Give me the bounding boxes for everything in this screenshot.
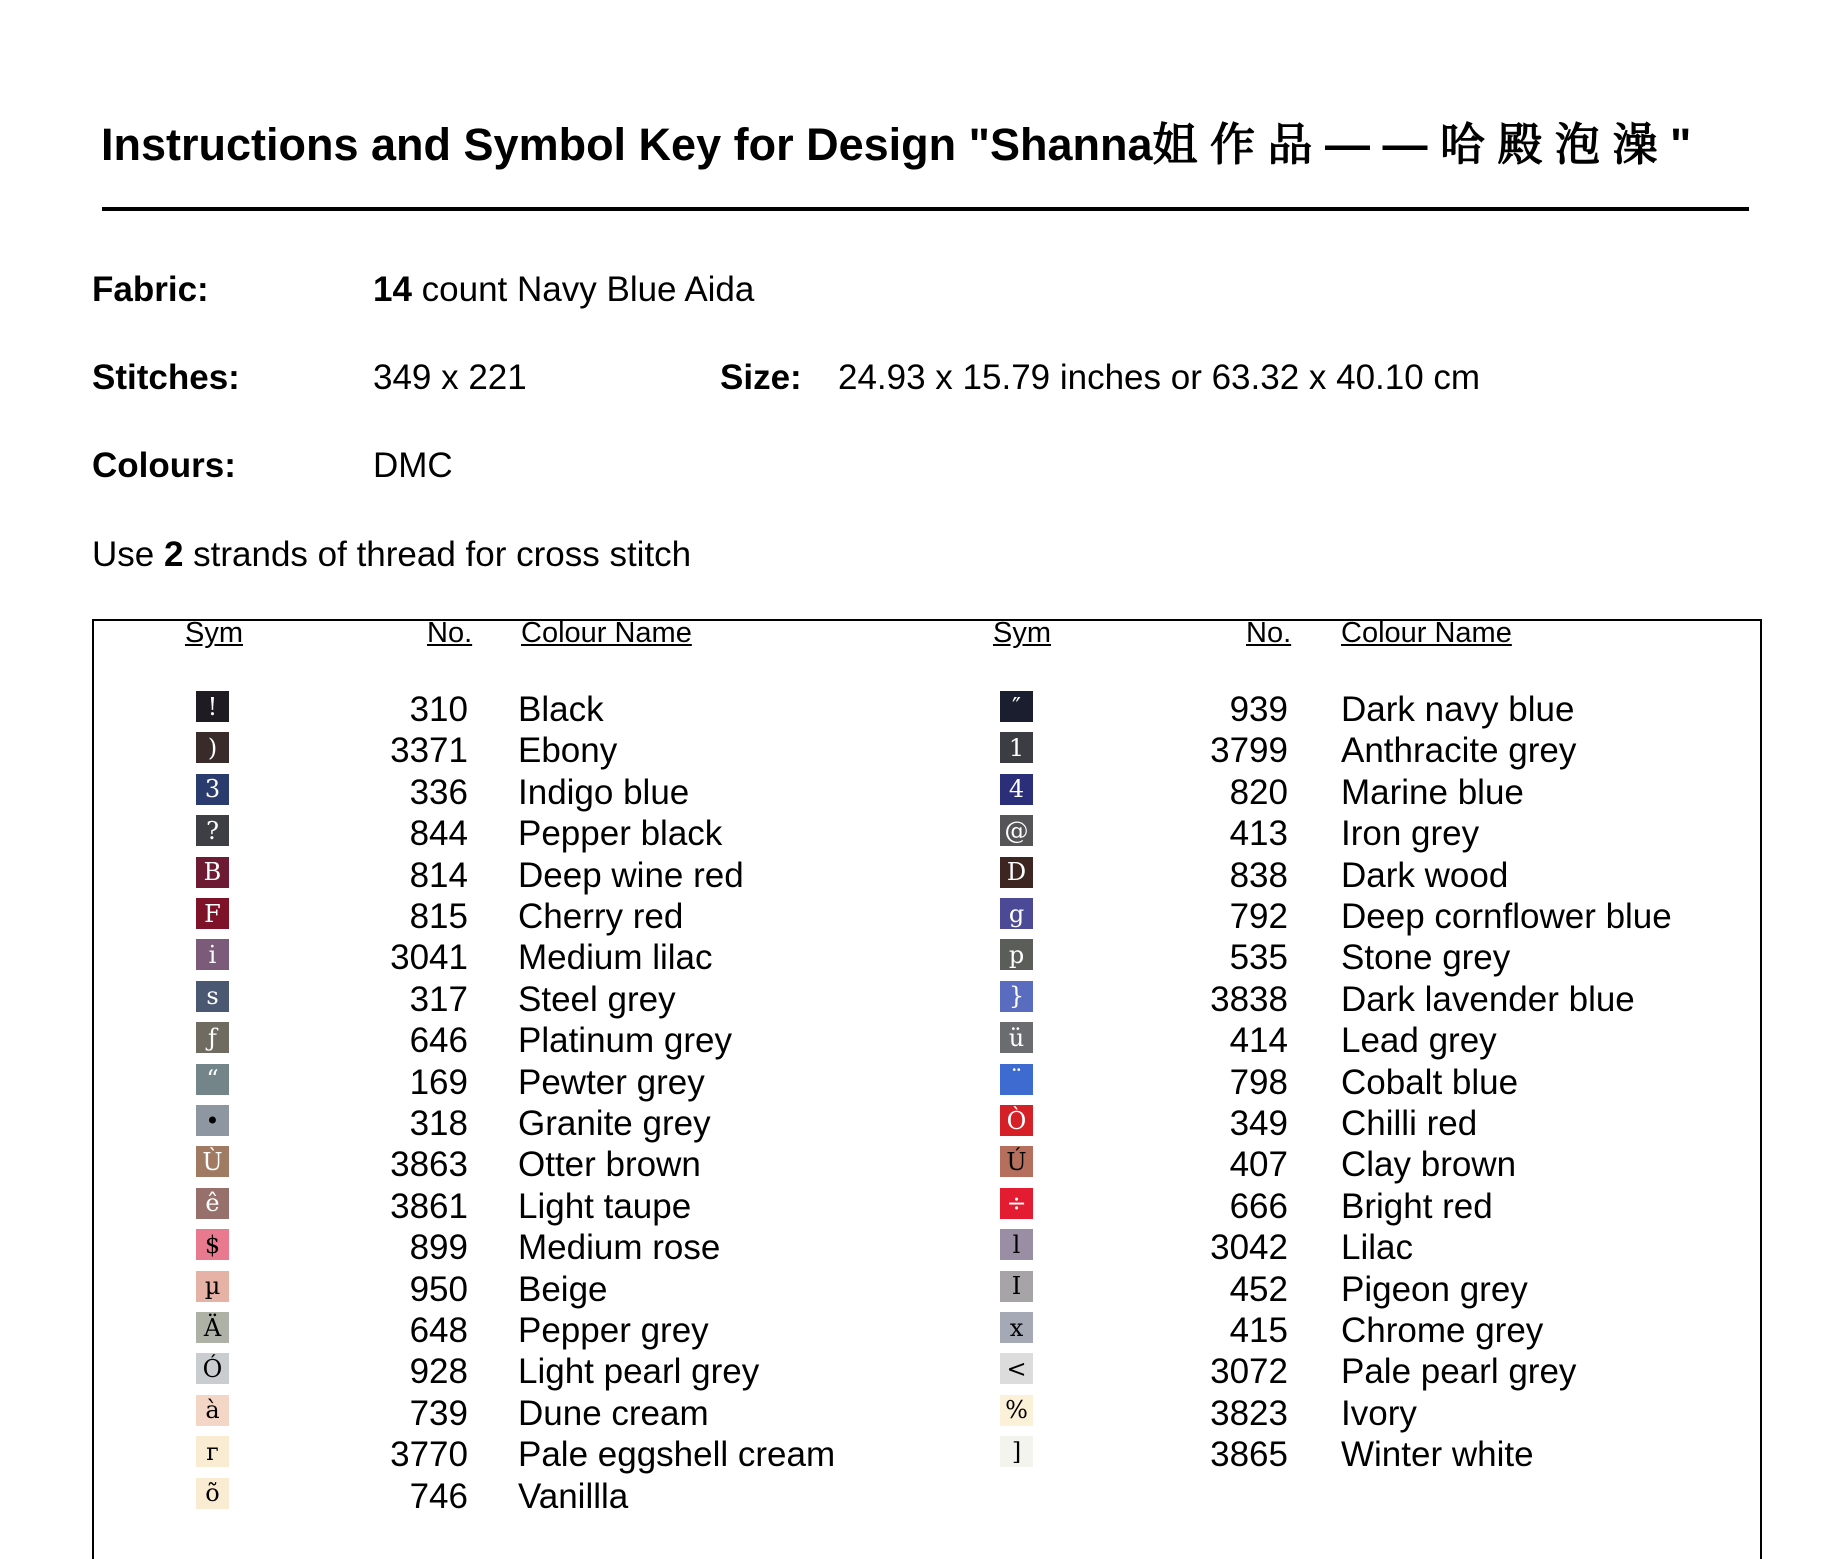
symbol-swatch: Ò: [1000, 1105, 1033, 1136]
dmc-number: 666: [1229, 1186, 1288, 1226]
symbol-swatch: õ: [196, 1478, 229, 1509]
symbol-swatch: D: [1000, 857, 1033, 888]
colour-name: Iron grey: [1341, 814, 1480, 854]
dmc-number: 814: [409, 855, 468, 895]
colour-name: Light taupe: [518, 1186, 692, 1226]
size-label: Size:: [720, 358, 802, 397]
colours-value: DMC: [373, 446, 453, 485]
dmc-number: 815: [409, 897, 468, 936]
dmc-number: 169: [409, 1062, 468, 1102]
dmc-number: 3861: [390, 1186, 468, 1226]
size-value: 24.93 x 15.79 inches or 63.32 x 40.10 cm: [838, 358, 1481, 397]
colour-name: Beige: [518, 1269, 608, 1309]
left-no-header: No.: [427, 617, 473, 649]
colour-name: Ebony: [518, 731, 618, 771]
fabric-count: 14: [373, 270, 412, 309]
colour-name: Chrome grey: [1341, 1311, 1544, 1350]
fabric-value: [373, 270, 754, 310]
colour-name: Steel grey: [518, 979, 676, 1019]
symbol-swatch: %: [1000, 1395, 1033, 1426]
dmc-number: 317: [409, 979, 468, 1019]
dmc-number: 844: [409, 814, 468, 854]
dmc-number: 746: [409, 1476, 468, 1516]
dmc-number: 414: [1229, 1021, 1288, 1061]
colours-label: Colours:: [92, 446, 236, 485]
colour-name: Ivory: [1341, 1393, 1417, 1433]
dmc-number: 3823: [1210, 1393, 1288, 1433]
right-name-header: Colour Name: [1341, 617, 1512, 649]
symbol-swatch: g: [1000, 898, 1033, 929]
fabric-label: Fabric:: [92, 270, 209, 309]
colour-name: Cherry red: [518, 897, 684, 936]
dmc-number: 648: [409, 1311, 468, 1350]
colour-name: Granite grey: [518, 1104, 711, 1143]
colour-name: Pepper grey: [518, 1311, 709, 1350]
dmc-number: 318: [409, 1104, 468, 1143]
colour-name: Dark wood: [1341, 855, 1509, 895]
symbol-swatch: @: [1000, 815, 1033, 846]
colour-name: Stone grey: [1341, 938, 1511, 978]
dmc-number: 3863: [390, 1145, 468, 1185]
symbol-swatch: x: [1000, 1312, 1033, 1343]
dmc-number: 3799: [1210, 731, 1288, 771]
dmc-number: 939: [1229, 690, 1288, 729]
dmc-number: 407: [1229, 1145, 1288, 1185]
colour-name: Platinum grey: [518, 1021, 732, 1061]
symbol-swatch: Ä: [196, 1312, 229, 1343]
dmc-number: 3041: [390, 938, 468, 978]
dmc-number: 336: [409, 772, 468, 812]
colour-name: Deep cornflower blue: [1341, 897, 1672, 936]
colour-name: Marine blue: [1341, 772, 1524, 812]
symbol-swatch: µ: [196, 1271, 229, 1302]
dmc-number: 349: [1229, 1104, 1288, 1143]
symbol-swatch: !: [196, 691, 229, 722]
colour-name: Dark lavender blue: [1341, 979, 1635, 1019]
strands-post: strands of thread for cross stitch: [183, 535, 692, 574]
colour-name: Cobalt blue: [1341, 1062, 1519, 1102]
symbol-swatch: ″: [1000, 691, 1033, 722]
dmc-number: 3371: [390, 731, 468, 771]
symbol-swatch: Ó: [196, 1353, 229, 1384]
symbol-swatch: г: [196, 1436, 229, 1467]
colour-name: Pepper black: [518, 814, 723, 854]
colour-name: Dune cream: [518, 1393, 709, 1433]
colour-name: Chilli red: [1341, 1104, 1478, 1143]
colour-name: Bright red: [1341, 1186, 1493, 1226]
dmc-number: 3072: [1210, 1352, 1288, 1392]
colour-name: Vanillla: [518, 1476, 629, 1516]
symbol-swatch: ƒ: [196, 1022, 229, 1053]
dmc-number: 950: [409, 1269, 468, 1309]
stitches-label: Stitches:: [92, 358, 240, 397]
symbol-swatch: }: [1000, 981, 1033, 1012]
stitches-value: 349 x 221: [373, 358, 527, 397]
dmc-number: 646: [409, 1021, 468, 1061]
dmc-number: 3042: [1210, 1228, 1288, 1268]
colour-name: Clay brown: [1341, 1145, 1517, 1185]
colour-name: Anthracite grey: [1341, 731, 1577, 771]
symbol-swatch: i: [196, 939, 229, 970]
symbol-swatch: B: [196, 857, 229, 888]
symbol-swatch: p: [1000, 939, 1033, 970]
symbol-swatch: ¨: [1000, 1064, 1033, 1095]
right-no-header: No.: [1246, 617, 1292, 649]
dmc-number: 452: [1229, 1269, 1288, 1309]
symbol-swatch: ?: [196, 815, 229, 846]
dmc-number: 310: [409, 690, 468, 729]
dmc-number: 838: [1229, 855, 1288, 895]
symbol-swatch: Ú: [1000, 1146, 1033, 1177]
dmc-number: 798: [1229, 1062, 1288, 1102]
colour-name: Light pearl grey: [518, 1352, 760, 1392]
symbol-swatch: F: [196, 898, 229, 929]
symbol-swatch: •: [196, 1105, 229, 1136]
fabric-text: count Navy Blue Aida: [411, 270, 755, 309]
left-name-header: Colour Name: [521, 617, 692, 649]
colour-name: Pigeon grey: [1341, 1269, 1528, 1309]
colour-name: Indigo blue: [518, 772, 690, 812]
page-title: Instructions and Symbol Key for Design "Shanna姐 作 品 — — 哈 殿 泡 澡 ": [101, 119, 1692, 170]
colour-name: Lead grey: [1341, 1021, 1497, 1061]
strands-note: [92, 535, 691, 575]
dmc-number: 3770: [390, 1435, 468, 1475]
symbol-swatch: “: [196, 1064, 229, 1095]
strands-count: 2: [163, 535, 184, 574]
symbol-swatch: 4: [1000, 774, 1033, 805]
symbol-swatch: ê: [196, 1188, 229, 1219]
symbol-swatch: l: [1000, 1229, 1033, 1260]
title-rule: [102, 207, 1749, 211]
dmc-number: 792: [1229, 897, 1288, 936]
dmc-number: 928: [409, 1352, 468, 1392]
dmc-number: 3865: [1210, 1435, 1288, 1475]
dmc-number: 899: [409, 1228, 468, 1268]
dmc-number: 739: [409, 1393, 468, 1433]
symbol-swatch: ü: [1000, 1022, 1033, 1053]
dmc-number: 3838: [1210, 979, 1288, 1019]
colour-name: Pale pearl grey: [1341, 1352, 1577, 1392]
colour-name: Pewter grey: [518, 1062, 705, 1102]
symbol-swatch: $: [196, 1229, 229, 1260]
colour-name: Medium lilac: [518, 938, 713, 978]
symbol-swatch: ): [196, 732, 229, 763]
symbol-swatch: <: [1000, 1353, 1033, 1384]
symbol-swatch: ]: [1000, 1436, 1033, 1467]
left-sym-header: Sym: [185, 617, 243, 649]
right-sym-header: Sym: [993, 617, 1051, 649]
colour-name: Medium rose: [518, 1228, 721, 1268]
colour-name: Pale eggshell cream: [518, 1435, 836, 1475]
strands-pre: Use: [92, 535, 164, 574]
colour-name: Black: [518, 690, 604, 729]
symbol-swatch: s: [196, 981, 229, 1012]
symbol-swatch: I: [1000, 1271, 1033, 1302]
dmc-number: 820: [1229, 772, 1288, 812]
dmc-number: 535: [1229, 938, 1288, 978]
colour-name: Dark navy blue: [1341, 690, 1575, 729]
symbol-swatch: 3: [196, 774, 229, 805]
symbol-swatch: Ù: [196, 1146, 229, 1177]
colour-name: Winter white: [1341, 1435, 1534, 1475]
symbol-swatch: à: [196, 1395, 229, 1426]
colour-name: Deep wine red: [518, 855, 744, 895]
symbol-swatch: ÷: [1000, 1188, 1033, 1219]
symbol-swatch: 1: [1000, 732, 1033, 763]
colour-name: Otter brown: [518, 1145, 701, 1185]
dmc-number: 415: [1229, 1311, 1288, 1350]
dmc-number: 413: [1229, 814, 1288, 854]
colour-name: Lilac: [1341, 1228, 1413, 1268]
